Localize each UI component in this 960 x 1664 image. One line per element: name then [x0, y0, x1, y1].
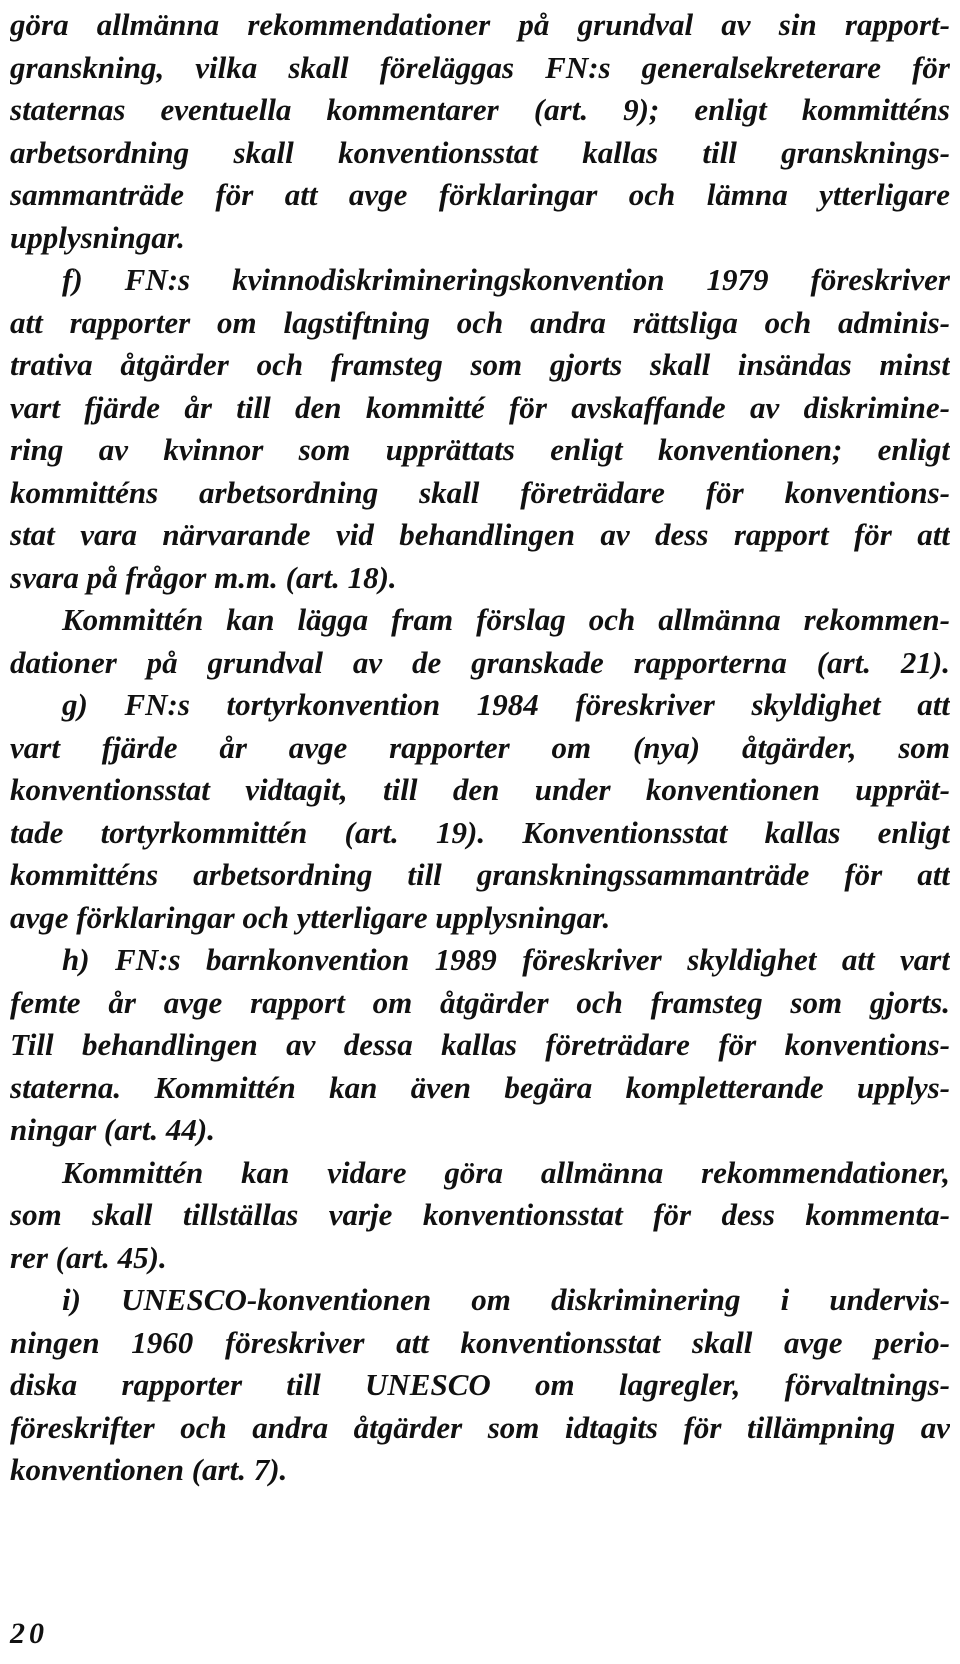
text-line: i) UNESCO-konventionen om diskriminering i undervis- [62, 1282, 950, 1317]
text-line: staterna. Kommittén kan även begära kompletterande upplys- [10, 1069, 950, 1105]
page-number: 20 [10, 1617, 48, 1650]
text-line: dationer på grundval av de granskade rapporterna (art. 21). [10, 644, 950, 680]
text-line: ningen 1960 föreskriver att konventionsstat skall avge perio- [10, 1324, 950, 1360]
text-line: h) FN:s barnkonvention 1989 föreskriver skyldighet att vart [62, 942, 950, 977]
text-line: konventionen (art. 7). [10, 1452, 288, 1487]
text-line: ningar (art. 44). [10, 1112, 215, 1147]
text-line: femte år avge rapport om åtgärder och framsteg som gjorts. [10, 984, 950, 1020]
text-line: svara på frågor m.m. (art. 18). [10, 559, 397, 595]
text-line: granskning, vilka skall föreläggas FN:s generalsekreterare för [10, 49, 950, 85]
text-line: kommitténs arbetsordning till granskningssammanträde för att [10, 857, 950, 892]
text-line: stat vara närvarande vid behandlingen av dess rapport för att [10, 517, 950, 552]
text-line: upplysningar. [10, 219, 185, 255]
text-line: trativa åtgärder och framsteg som gjorts skall insändas minst [10, 347, 950, 382]
text-line: f) FN:s kvinnodiskrimineringskonvention 1979 föreskriver [62, 262, 950, 297]
text-line: sammanträde för att avge förklaringar och lämna ytterligare [10, 177, 950, 212]
text-line: tade tortyrkommittén (art. 19). Konventionsstat kallas enligt [10, 814, 950, 850]
text-line: Kommittén kan vidare göra allmänna rekommendationer, [62, 1154, 950, 1190]
text-line: arbetsordning skall konventionsstat kallas till gransknings- [10, 134, 950, 170]
text-line: rer (art. 45). [10, 1239, 167, 1275]
text-line: staternas eventuella kommentarer (art. 9); enligt kommitténs [10, 92, 950, 127]
body-text [10, 4, 950, 1492]
text-line: kommitténs arbetsordning skall företrädare för konventions- [10, 474, 950, 510]
text-line: föreskrifter och andra åtgärder som idtagits för tillämpning av [10, 1409, 950, 1445]
text-line: ring av kvinnor som upprättats enligt konventionen; enligt [10, 432, 950, 467]
text-line: konventionsstat vidtagit, till den under konventionen upprät- [10, 772, 950, 807]
text-line: diska rapporter till UNESCO om lagregler, förvaltnings- [10, 1367, 950, 1402]
text-line: Kommittén kan lägga fram förslag och allmänna rekommen- [62, 602, 950, 637]
text-line: vart fjärde år till den kommitté för avskaffande av diskrimine- [10, 389, 950, 425]
text-line: som skall tillställas varje konventionsstat för dess kommenta- [10, 1197, 950, 1232]
text-line: Till behandlingen av dessa kallas företrädare för konventions- [10, 1027, 950, 1062]
text-line: vart fjärde år avge rapporter om (nya) åtgärder, som [10, 729, 950, 765]
text-line: avge förklaringar och ytterligare upplysningar. [10, 899, 611, 935]
text-line: g) FN:s tortyrkonvention 1984 föreskriver skyldighet att [62, 687, 950, 722]
text-line: att rapporter om lagstiftning och andra rättsliga och adminis- [10, 304, 950, 340]
text-line: göra allmänna rekommendationer på grundval av sin rapport- [10, 7, 950, 42]
